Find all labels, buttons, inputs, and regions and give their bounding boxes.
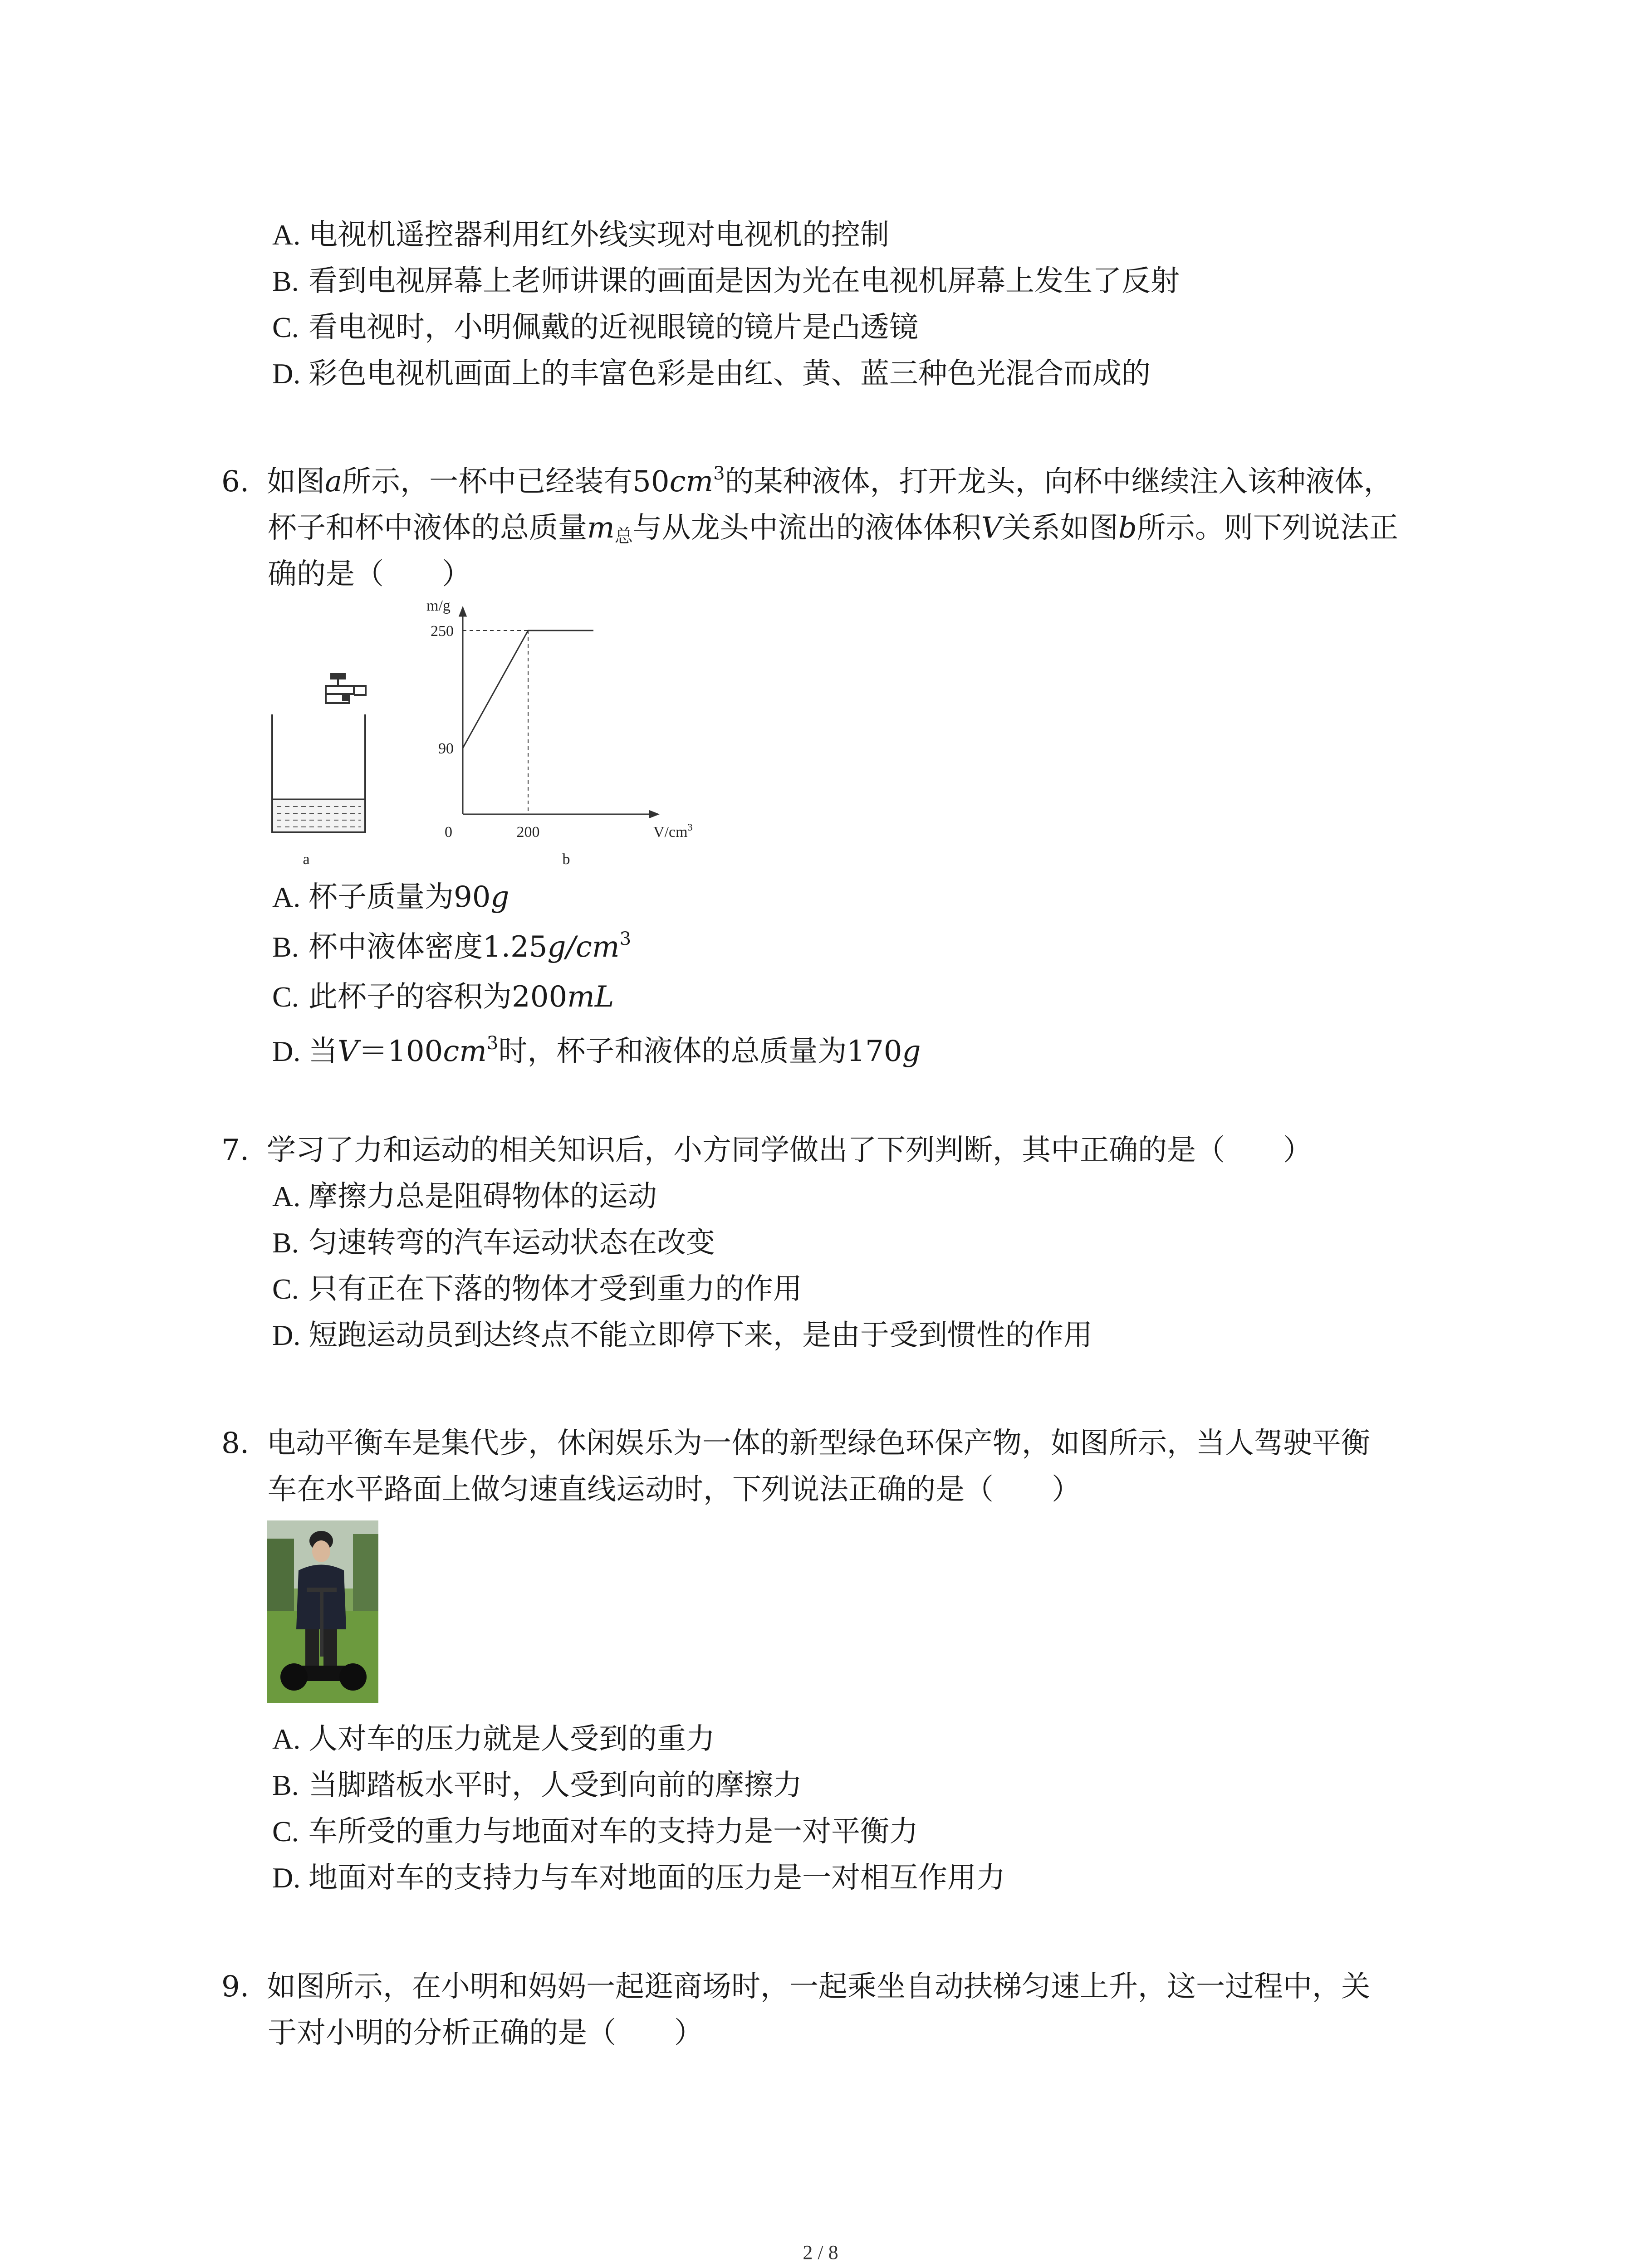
y-tick-250: 250 bbox=[431, 623, 454, 640]
q7-option-b: B. 匀速转弯的汽车运动状态在改变 bbox=[272, 1226, 715, 1260]
q6-option-b: B. 杯中液体密度$1.25g/cm^3$ bbox=[272, 929, 632, 964]
q9-stem-line2: 于对小明的分析正确的是（ ） bbox=[268, 2016, 703, 2050]
q7-option-c: C. 只有正在下落的物体才受到重力的作用 bbox=[272, 1272, 802, 1306]
q6-stem-line1: 6. 如图a所示，一杯中已经装有$50cm^3$的某种液体，打开龙头，向杯中继续注入该种液体， bbox=[221, 463, 1393, 499]
q6-stem-line3: 确的是（ ） bbox=[268, 557, 471, 591]
q5-option-a: A. 电视机遥控器利用红外线实现对电视机的控制 bbox=[272, 218, 889, 252]
q6-option-c: C. 此杯子的容积为200mL bbox=[272, 980, 614, 1014]
q9-stem-line1: 9. 如图所示，在小明和妈妈一起逛商场时，一起乘坐自动扶梯匀速上升，这一过程中，关 bbox=[221, 1970, 1370, 2004]
figure-b-label: b bbox=[562, 851, 570, 868]
q7-option-d: D. 短跑运动员到达终点不能立即停下来，是由于受到惯性的作用 bbox=[272, 1319, 1092, 1352]
q5-option-b: B. 看到电视屏幕上老师讲课的画面是因为光在电视机屏幕上发生了反射 bbox=[272, 264, 1180, 298]
origin-label: 0 bbox=[445, 824, 452, 841]
q8-stem-line1: 8. 电动平衡车是集代步，休闲娱乐为一体的新型绿色环保产物，如图所示，当人驾驶平衡 bbox=[221, 1427, 1370, 1460]
q7-option-a: A. 摩擦力总是阻碍物体的运动 bbox=[272, 1180, 657, 1213]
q6-stem-line2: 杯子和杯中液体的总质量$m_总$与从龙头中流出的液体体积V关系如图b所示。则下列说法正 bbox=[268, 511, 1398, 547]
chart-axes bbox=[460, 608, 658, 817]
q8-option-b: B. 当脚踏板水平时，人受到向前的摩擦力 bbox=[272, 1769, 802, 1802]
q8-stem-line2: 车在水平路面上做匀速直线运动时，下列说法正确的是（ ） bbox=[268, 1473, 1081, 1506]
faucet-cup-figure bbox=[263, 653, 417, 875]
q5-option-c: C. 看电视时，小明佩戴的近视眼镜的镜片是凸透镜 bbox=[272, 311, 918, 344]
q8-option-a: A. 人对车的压力就是人受到的重力 bbox=[272, 1722, 715, 1756]
figure-a-label: a bbox=[303, 851, 310, 868]
x-tick-200: 200 bbox=[516, 824, 540, 841]
page-number: 2 / 8 bbox=[803, 2241, 838, 2263]
faucet-icon bbox=[326, 674, 366, 703]
x-axis-label: $V/cm^3$ bbox=[653, 821, 693, 841]
y-axis-label: m/g bbox=[426, 597, 451, 614]
y-tick-90: 90 bbox=[438, 740, 454, 758]
mass-volume-chart bbox=[417, 594, 726, 885]
cup-icon bbox=[272, 714, 365, 832]
q8-option-d: D. 地面对车的支持力与车对地面的压力是一对相互作用力 bbox=[272, 1861, 1005, 1895]
q5-option-d: D. 彩色电视机画面上的丰富色彩是由红、黄、蓝三种色光混合而成的 bbox=[272, 357, 1151, 391]
series-line bbox=[463, 631, 593, 748]
q7-stem: 7. 学习了力和运动的相关知识后，小方同学做出了下列判断，其中正确的是（ ） bbox=[221, 1134, 1312, 1167]
q6-option-a: A. 杯子质量为90g bbox=[272, 880, 509, 914]
balance-scooter-photo bbox=[267, 1520, 378, 1703]
q8-option-c: C. 车所受的重力与地面对车的支持力是一对平衡力 bbox=[272, 1815, 918, 1848]
q6-option-d: D. 当$V=100cm^3$时，杯子和液体的总质量为170g bbox=[272, 1033, 921, 1068]
